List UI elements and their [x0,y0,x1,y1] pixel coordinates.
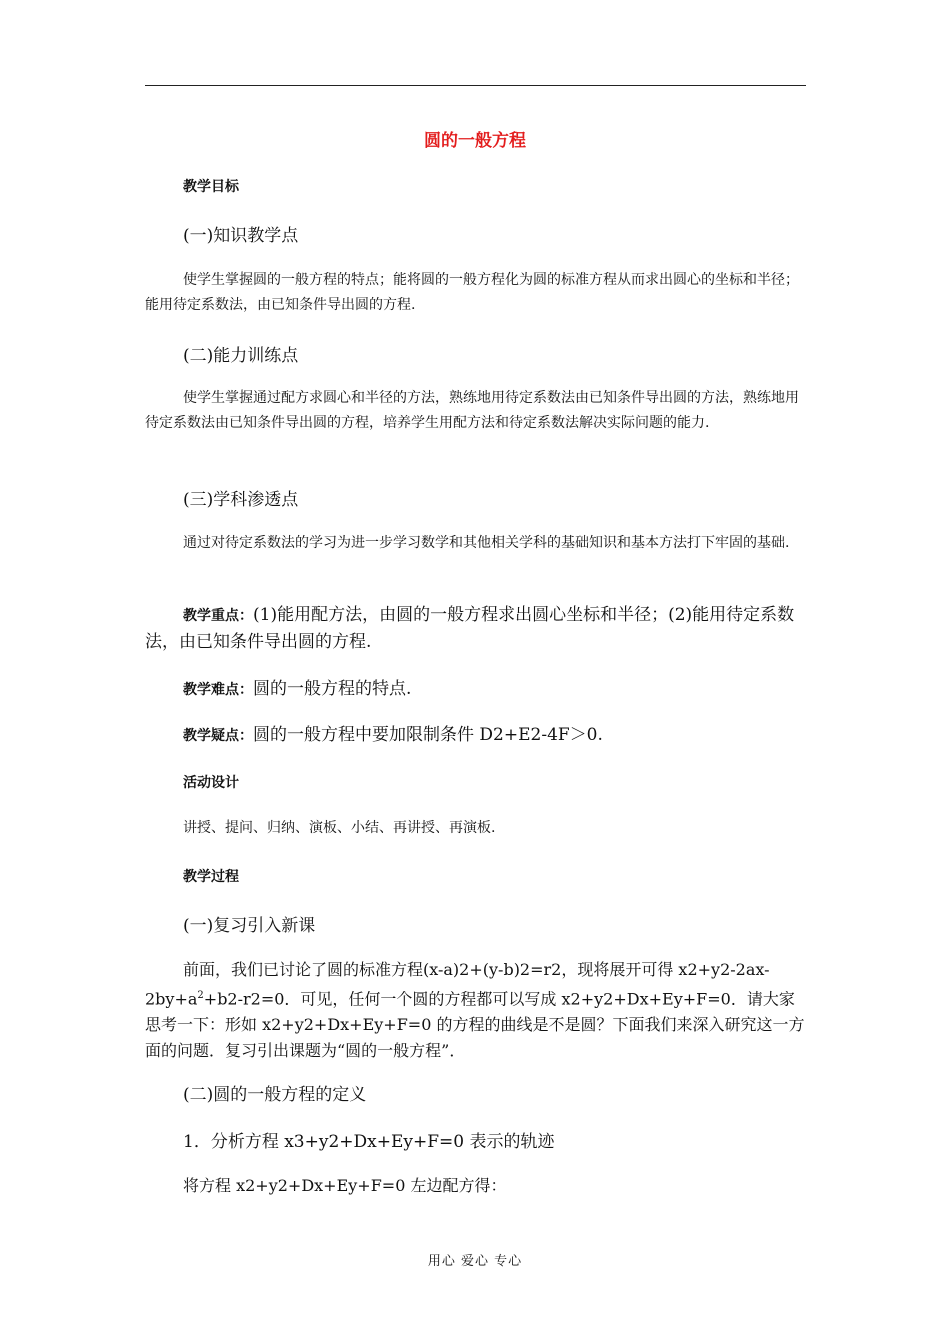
activity-heading: 活动设计 [183,775,239,791]
section-knowledge-text: 使学生掌握圆的一般方程的特点；能将圆的一般方程化为圆的标准方程从而求出圆心的坐标和半径；能用待定系数法，由已知条件导出圆的方程. [145,272,799,313]
section-discipline-text: 通过对待定系数法的学习为进一步学习数学和其他相关学科的基础知识和基本方法打下牢固的基础. [183,535,790,551]
key-points: 教学重点：(1)能用配方法，由圆的一般方程求出圆心坐标和半径；(2)能用待定系数法，由已知条件导出圆的方程. [145,605,795,652]
section-knowledge-heading: (一)知识教学点 [183,226,299,246]
page-footer: 用心 爱心 专心 [427,1254,523,1269]
difficulty-points: 教学难点：圆的一般方程的特点. [183,679,412,699]
process-review-text: 前面，我们已讨论了圆的标准方程(x-a)2+(y-b)2=r2，现将展开可得 $x2+y2-2ax-2by+a^2+b2-r2=0$．可见，任何一个圆的方程都可以写成 x2+y2+Dx+Ey+F=0．请大家思考一下：形如 x2+y2+Dx+Ey+F=0 的方程的曲线是不是圆？下面我们来深入研究这一方面的问题．复习引出课题为“圆的一般方程”． [145,960,805,1061]
section-discipline-heading: (三)学科渗透点 [183,490,299,510]
key-label: 教学重点： [183,608,253,624]
process-heading: 教学过程 [183,869,239,885]
activity-text: 讲授、提问、归纳、演板、小结、再讲授、再演板. [183,820,496,836]
goals-heading: 教学目标 [183,179,239,195]
document-title: 圆的一般方程 [424,131,526,151]
section-ability-text: 使学生掌握通过配方求圆心和半径的方法，熟练地用待定系数法由已知条件导出圆的方法，熟练地用待定系数法由已知条件导出圆的方程，培养学生用配方法和待定系数法解决实际问题的能力. [145,390,799,431]
definition-item-1-text: 将方程 x2+y2+Dx+Ey+F=0 左边配方得： [183,1176,507,1195]
header-rule [145,85,806,86]
process-definition-heading: (二)圆的一般方程的定义 [183,1085,367,1105]
doubt-points: 教学疑点：圆的一般方程中要加限制条件 D2+E2-4F＞0. [183,725,603,745]
difficulty-label: 教学难点： [183,682,253,698]
doubt-label: 教学疑点： [183,728,253,744]
section-ability-heading: (二)能力训练点 [183,346,299,366]
process-review-heading: (一)复习引入新课 [183,916,316,936]
definition-item-1: 1．分析方程 x3+y2+Dx+Ey+F=0 表示的轨迹 [183,1132,555,1152]
